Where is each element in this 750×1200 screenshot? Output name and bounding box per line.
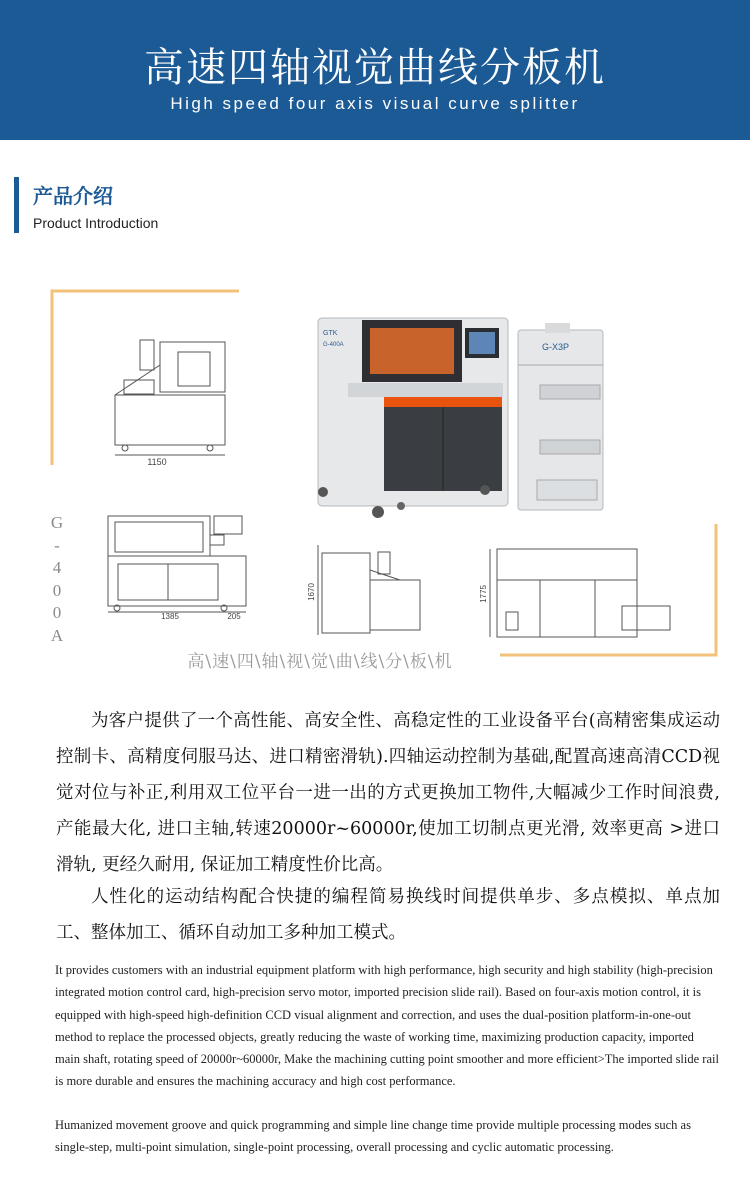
dim-label: 1385: [161, 612, 179, 621]
dim-label: 1670: [307, 583, 316, 601]
machine-model: G-400A: [323, 342, 344, 348]
dim-label: 1775: [479, 585, 488, 603]
top-drawing-right: [490, 549, 670, 637]
vertical-char: -: [54, 535, 60, 555]
side-drawing-bottom: [318, 545, 420, 635]
vertical-char: 0: [52, 603, 62, 622]
machine-photo: [318, 318, 603, 518]
machine-badge: GTK: [323, 330, 338, 337]
description-en-paragraph-1: It provides customers with an industrial equipment platform with high performance, high security and high stability (high-precision integrated motion control card, high-precision servo motor, imported precision slide rail). Based on four-axis motion control, it is equipped with high-speed high-definition CCD visual alignment and correction, and uses the dual-position platform-in-one-out method to replace the processed objects, greatly reducing the waste of working time, maximizing production capacity, imported main shaft, rotating speed of 20000r~60000r, Make the machining cutting point smoother and more efficient>The imported slide rail is more durable and ensures the machining accuracy and high cost performance.: [55, 963, 719, 1089]
cabinet-label: G-X3P: [542, 342, 570, 352]
section-accent-bar: [14, 177, 19, 233]
section-title-en: Product Introduction: [33, 215, 159, 231]
description-cn-paragraph-2: 人性化的运动结构配合快捷的编程简易换线时间提供单步、多点模拟、单点加工、整体加工、循环自动加工多种加工模式。: [56, 887, 720, 943]
banner-subtitle: High speed four axis visual curve splitter: [170, 94, 580, 113]
header-banner: [0, 0, 750, 140]
dim-label: 205: [227, 612, 241, 621]
description-cn-paragraph-1: 为客户提供了一个高性能、高安全性、高稳定性的工业设备平台(高精密集成运动控制卡、高精度伺服马达、进口精密滑轨).四轴运动控制为基础,配置高速高清CCD视觉对位与补正,利用双工位平台一进一出的方式更换加工物件,大幅减少工作时间浪费,产能最大化, 进口主轴,转速20000r~60000r,使加工切制点更光滑, 效率更高 >进口滑轨, 更经久耐用, 保证加工精度性价比高。: [56, 711, 720, 875]
figure-caption: 高\速\四\轴\视\觉\曲\线\分\板\机: [187, 652, 453, 672]
vertical-char: 4: [52, 558, 62, 577]
banner-title: 高速四轴视觉曲线分板机: [144, 45, 606, 91]
description-en-paragraph-2: Humanized movement groove and quick programming and simple line change time provide multiple processing modes such as single-step, multi-point simulation, single-point processing, overall processing and cyclic automatic processing.: [55, 1118, 691, 1155]
vertical-model-label: [49, 512, 65, 647]
vertical-char: 0: [52, 580, 62, 600]
side-drawing-top: [115, 340, 225, 455]
vertical-char: G: [50, 513, 64, 532]
section-title-cn: 产品介绍: [33, 184, 113, 208]
product-figure: [0, 270, 750, 680]
vertical-char: A: [50, 625, 64, 645]
front-drawing: [108, 516, 246, 612]
dim-label: 1150: [147, 457, 167, 467]
